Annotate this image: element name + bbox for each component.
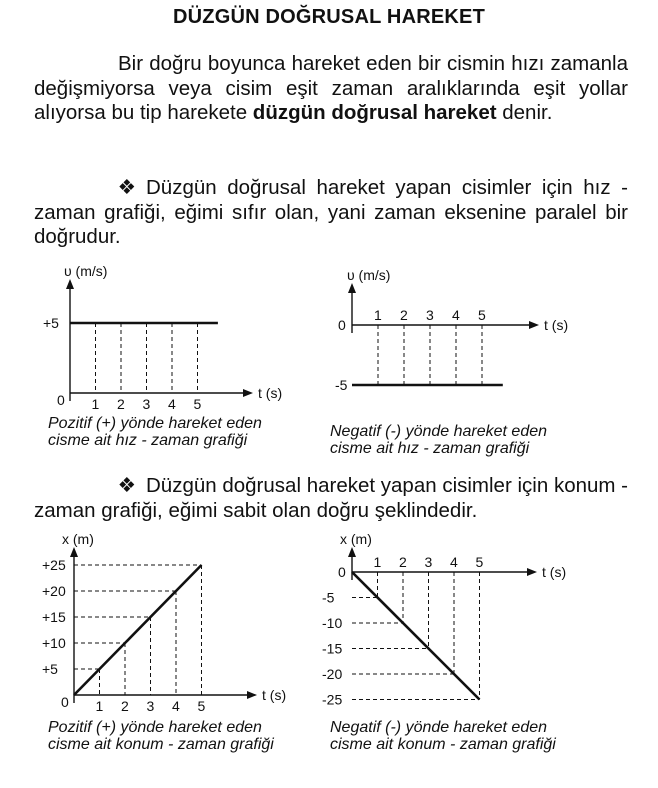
- chart2-x-arrow-icon: [529, 321, 539, 329]
- intro-text: Bir doğru boyunca hareket eden bir cismin hızı zamanla değişmiyorsa veya cisim eşit zaman aralıklarında eşit yollar alıyorsa bu tip harekete: [34, 52, 628, 125]
- chart4-x-tick-label: 4: [450, 554, 458, 570]
- chart4-series-line: [352, 572, 480, 700]
- chart2-y-tick-label: -5: [335, 377, 348, 393]
- chart1-origin-label: 0: [57, 392, 65, 408]
- chart1-y-arrow-icon: [66, 279, 74, 289]
- chart2-x-tick-label: 3: [426, 307, 434, 323]
- chart2-caption-line2: cisme ait hız - zaman grafiği: [330, 440, 530, 457]
- chart2-caption-line1: Negatif (-) yönde hareket eden: [330, 423, 548, 440]
- chart4-origin-label: 0: [338, 564, 346, 580]
- chart4-y-label: x (m): [340, 531, 372, 547]
- chart4-y-arrow-icon: [348, 547, 356, 557]
- chart1-caption: [48, 415, 262, 449]
- chart2-x-tick-label: 2: [400, 307, 408, 323]
- chart2-x-label: t (s): [544, 317, 569, 333]
- chart4-y-tick-label: -10: [322, 615, 343, 631]
- chart1-x-label: t (s): [258, 385, 283, 401]
- chart3-caption-line2: cisme ait konum - zaman grafiği: [48, 736, 274, 753]
- chart4-x-tick-label: 2: [399, 554, 407, 570]
- chart1-y-label: υ (m/s): [64, 263, 108, 279]
- chart3-y-arrow-icon: [70, 547, 78, 557]
- chart1-x-tick-label: 4: [168, 396, 176, 412]
- chart4-caption-line1: Negatif (-) yönde hareket eden: [330, 719, 548, 736]
- chart4-y-tick-label: -15: [322, 640, 343, 657]
- chart4-y-tick-label: -5: [322, 589, 335, 606]
- chart2-y-arrow-icon: [348, 283, 356, 293]
- chart2-caption: [330, 423, 547, 457]
- chart3-x-arrow-icon: [247, 691, 257, 699]
- chart1-x-arrow-icon: [243, 389, 253, 397]
- chart2-x-tick-label: 4: [452, 307, 460, 323]
- chart3-x-tick-label: 4: [172, 698, 180, 714]
- chart4-y-tick-label: -20: [322, 666, 343, 682]
- chart3-y-tick-label: +10: [42, 635, 66, 651]
- chart1-x-tick-label: 2: [117, 396, 125, 412]
- chart3-origin-label: 0: [61, 694, 69, 710]
- chart3-y-label: x (m): [62, 531, 94, 547]
- chart4-y-tick-label: -25: [322, 691, 343, 708]
- intro-bold-term: düzgün doğrusal hareket: [252, 101, 497, 125]
- chart3-x-tick-label: 3: [146, 698, 155, 714]
- chart3-x-tick-label: 2: [121, 698, 129, 714]
- chart2-x-tick-label: 5: [478, 307, 486, 323]
- note-position-text: Düzgün doğrusal hareket yapan cisimler için konum - zaman grafiği, eğimi sabit olan doğru şeklindedir.: [34, 474, 628, 522]
- diamond-bullet-icon: ❖: [117, 176, 136, 199]
- chart4-x-tick-label: 1: [373, 554, 382, 570]
- chart3-y-tick-label: +15: [42, 609, 66, 625]
- chart1-x-tick-label: 5: [193, 396, 202, 412]
- chart1-x-tick-label: 3: [142, 396, 151, 412]
- chart1-caption-line2: cisme ait hız - zaman grafiği: [48, 432, 248, 449]
- chart4-x-arrow-icon: [527, 568, 537, 576]
- intro-text-end: denir.: [496, 101, 553, 125]
- chart3-y-tick-label: +20: [42, 583, 66, 599]
- chart2-x-tick-label: 1: [374, 307, 382, 323]
- chart3-x-tick-label: 5: [197, 698, 206, 714]
- chart1-x-tick-label: 1: [91, 396, 100, 412]
- chart3-x-label: t (s): [262, 687, 287, 703]
- chart4-caption-line2: cisme ait konum - zaman grafiği: [330, 736, 556, 753]
- chart4-x-tick-label: 5: [475, 554, 484, 570]
- page-title: DÜZGÜN DOĞRUSAL HAREKET: [172, 6, 485, 28]
- chart4-x-label: t (s): [542, 564, 567, 580]
- chart3-caption-line1: Pozitif (+) yönde hareket eden: [48, 719, 262, 736]
- note-velocity-text: Düzgün doğrusal hareket yapan cisimler için hız - zaman grafiği, eğimi sıfır olan, yani zaman eksenine paralel bir doğrudur.: [34, 176, 628, 249]
- chart1-caption-line1: Pozitif (+) yönde hareket eden: [48, 415, 262, 432]
- chart2-origin-label: 0: [338, 317, 346, 333]
- chart1-y-tick-label: +5: [43, 315, 59, 331]
- chart3-y-tick-label: +5: [42, 661, 58, 677]
- chart4-x-tick-label: 3: [424, 554, 433, 570]
- chart2-y-label: υ (m/s): [347, 267, 391, 283]
- chart3-y-tick-label: +25: [42, 557, 66, 573]
- chart3-series-line: [74, 565, 202, 695]
- chart4-caption: [330, 719, 556, 753]
- chart3-caption: [48, 719, 274, 753]
- diamond-bullet-icon: ❖: [117, 474, 136, 497]
- chart3-x-tick-label: 1: [95, 698, 104, 714]
